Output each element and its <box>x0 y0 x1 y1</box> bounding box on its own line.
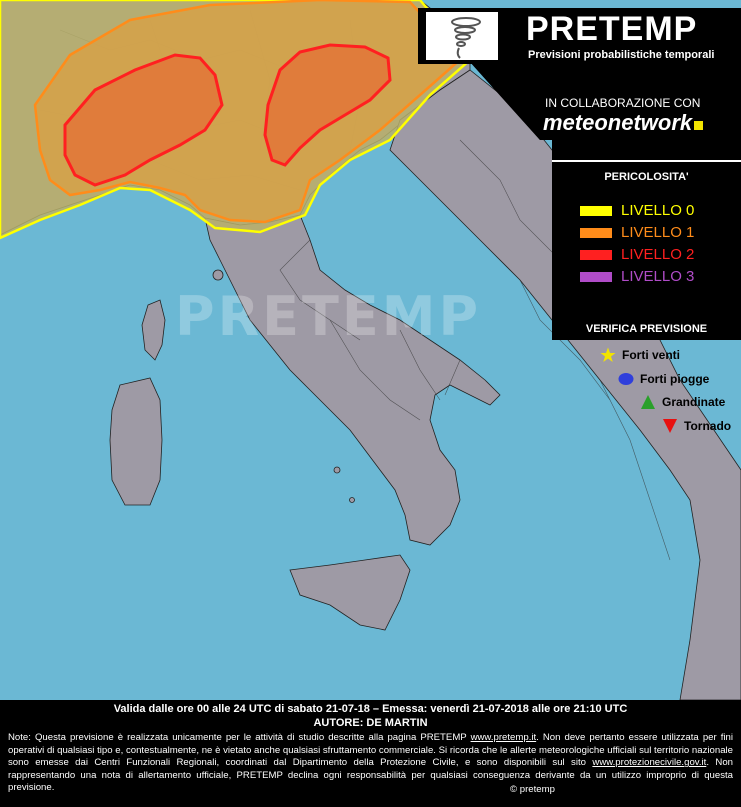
triangle-down-icon <box>662 418 678 434</box>
level-number: 1 <box>686 224 695 241</box>
verify-label: Tornado <box>684 419 732 433</box>
circle-icon <box>618 371 634 387</box>
note-text: Note: Questa previsione è realizzata unicamente per le attività di studio descritte alla pagina PRETEMP <box>8 732 471 743</box>
note-text: . Non deve pertanto essere utilizzata per fini operativi di qualsiasi tipo e, contestualmente, ne è vietato anche qualsiasi sfruttamento commerciale. Si ricorda che le allerte meteorologiche ufficiali sul territorio nazionale sono emesse dai Centri Funzionali Regionali, coordinati dal Dipartimento della Protezione Civile, e sono disponibili sul sito <box>8 732 733 769</box>
watermark-text: PRETEMP <box>175 285 482 348</box>
partner-logo <box>543 110 703 136</box>
validity-text: Valida dalle ore 00 alle 24 UTC di sabato 21-07-18 – Emessa: venerdì 21-07-2018 alle ore 21:10 UTC <box>113 703 628 715</box>
copyright-text: © pretemp <box>510 784 555 795</box>
danger-legend <box>552 160 741 315</box>
brand-header <box>418 8 741 64</box>
level-number: 3 <box>686 268 695 285</box>
verify-label: Grandinate <box>662 395 726 409</box>
tornado-logo-icon <box>426 12 498 60</box>
level-number: 2 <box>686 246 695 263</box>
level-label: LIVELLO <box>621 224 682 241</box>
legend-title: PERICOLOSITA' <box>604 171 689 183</box>
level-swatch <box>580 272 612 282</box>
partner-name: meteonetwork <box>543 110 693 135</box>
star-icon <box>600 347 616 363</box>
collaboration-text: IN COLLABORAZIONE CON <box>545 96 701 110</box>
verification-title: VERIFICA PREVISIONE <box>552 314 741 340</box>
level-swatch <box>580 228 612 238</box>
level-label: LIVELLO <box>621 268 682 285</box>
verification-legend <box>552 314 741 444</box>
author-text: AUTORE: DE MARTIN <box>313 717 428 729</box>
level-swatch <box>580 206 612 216</box>
level-number: 0 <box>686 202 695 219</box>
protezione-civile-link[interactable]: www.protezionecivile.gov.it <box>592 757 707 769</box>
partner-square-icon <box>694 121 703 130</box>
level-label: LIVELLO <box>621 246 682 263</box>
triangle-up-icon <box>640 394 656 410</box>
note-text: . Non rappresentando una nota di allertamento ufficiale, PRETEMP declina ogni responsabilità per qualsiasi conseguenza derivante da un utilizzo improprio di questa previsione. <box>8 757 733 794</box>
level-label: LIVELLO <box>621 202 682 219</box>
verify-label: Forti venti <box>622 348 681 362</box>
brand-title: PRETEMP <box>526 10 698 48</box>
verify-label: Forti piogge <box>640 372 710 386</box>
footer <box>0 700 741 807</box>
brand-subtitle: Previsioni probabilistiche temporali <box>528 49 715 61</box>
disclaimer-note <box>8 732 733 795</box>
pretemp-link[interactable]: www.pretemp.it <box>470 732 537 743</box>
level-swatch <box>580 250 612 260</box>
